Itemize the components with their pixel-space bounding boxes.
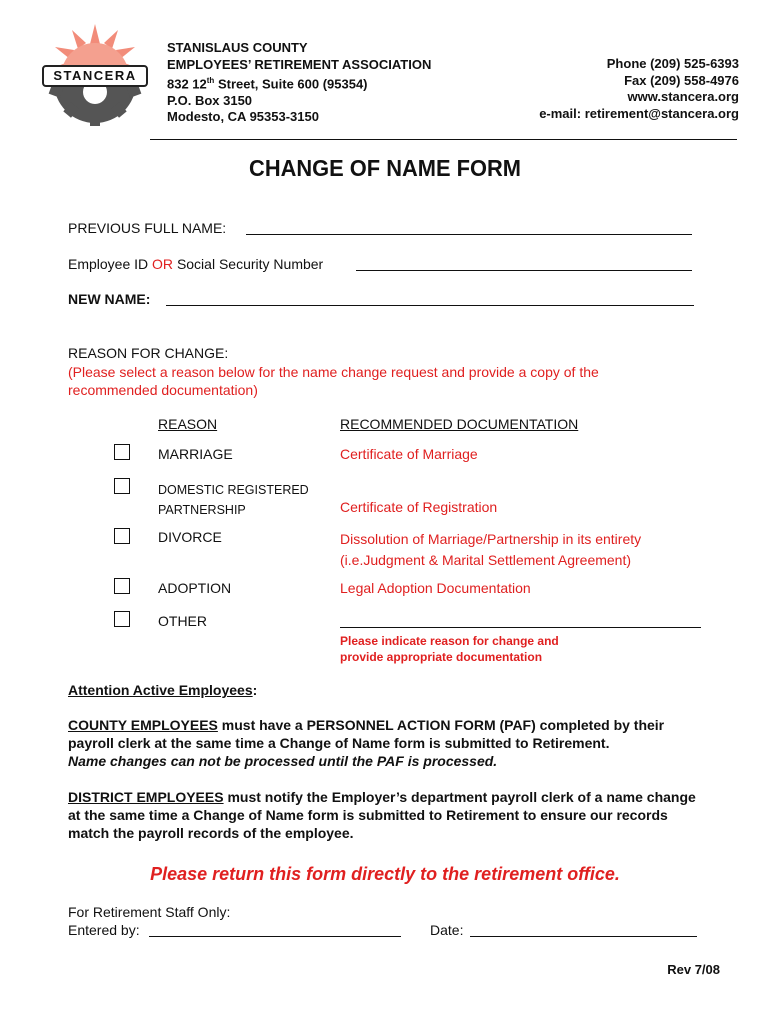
logo-text: STANCERA (53, 68, 137, 83)
district-employees-label: DISTRICT EMPLOYEES (68, 789, 224, 805)
col-header-reason: REASON (158, 416, 218, 432)
doc-divorce: Dissolution of Marriage/Partnership in its entirety (i.e.Judgment & Marital Settlement Agreement) (340, 531, 642, 568)
entered-by-label: Entered by: (68, 922, 140, 938)
form-title: CHANGE OF NAME FORM (249, 155, 521, 181)
or-label: OR (152, 256, 174, 272)
domestic-partnership-checkbox[interactable] (114, 478, 130, 494)
new-name-field[interactable] (166, 305, 694, 306)
attention-heading: Attention Active Employees: (68, 682, 258, 698)
revision-label: Rev 7/08 (667, 962, 720, 977)
adoption-checkbox[interactable] (114, 578, 130, 594)
date-label: Date: (430, 922, 464, 938)
return-notice: Please return this form directly to the retirement office. (150, 864, 620, 884)
col-header-documentation: RECOMMENDED DOCUMENTATION (340, 416, 579, 432)
city-state-zip: Modesto, CA 95353-3150 (167, 109, 319, 125)
other-reason-field[interactable] (340, 627, 701, 628)
website-link[interactable]: www.stancera.org (627, 89, 739, 104)
district-employees-paragraph: DISTRICT EMPLOYEES must notify the Employer’s department payroll clerk of a name change at the same time a Change of Name form is submitted to Retirement to ensure our records match the payroll records of the employee. (68, 789, 696, 841)
email-link[interactable]: e-mail: retirement@stancera.org (539, 105, 739, 121)
org-name-line-1: STANISLAUS COUNTY (167, 40, 308, 55)
reason-instructions: (Please select a reason below for the name change request and provide a copy of the recommended documentation) (68, 364, 599, 398)
divorce-checkbox[interactable] (114, 528, 130, 544)
po-box: P.O. Box 3150 (167, 92, 253, 108)
phone: Phone (209) 525-6393 (606, 56, 739, 71)
employee-id-field[interactable] (356, 270, 692, 271)
reason-adoption: ADOPTION (158, 580, 232, 596)
reason-divorce: DIVORCE (158, 529, 222, 545)
marriage-checkbox[interactable] (114, 444, 130, 460)
fax: Fax (209) 558-4976 (624, 72, 739, 88)
stancera-logo (40, 22, 150, 132)
previous-name-field[interactable] (246, 234, 692, 235)
county-italic-note: Name changes can not be processed until the PAF is processed. (68, 753, 498, 769)
other-note: Please indicate reason for change and provide appropriate documentation (340, 634, 559, 664)
county-employees-paragraph: COUNTY EMPLOYEES must have a PERSONNEL ACTION FORM (PAF) completed by their payroll clerk at the same time a Change of Name form is submitted to Retirement. Name changes can not be processed until the PAF is processed. (68, 717, 665, 769)
new-name-label: NEW NAME: (68, 291, 151, 307)
header-divider (150, 139, 737, 140)
street-address: 832 12th Street, Suite 600 (95354) (167, 76, 368, 92)
doc-marriage: Certificate of Marriage (340, 446, 478, 462)
org-name-line-2: EMPLOYEES’ RETIREMENT ASSOCIATION (167, 56, 432, 72)
org-address (167, 40, 487, 126)
previous-name-label: PREVIOUS FULL NAME: (68, 220, 227, 236)
reason-marriage: MARRIAGE (158, 446, 233, 462)
doc-adoption: Legal Adoption Documentation (340, 580, 531, 596)
reason-other: OTHER (158, 613, 207, 629)
staff-only-heading: For Retirement Staff Only: (68, 904, 231, 920)
employee-id-label: Employee ID OR Social Security Number (68, 256, 324, 272)
contact-info (459, 56, 739, 122)
county-employees-label: COUNTY EMPLOYEES (68, 717, 218, 733)
doc-domestic-partnership: Certificate of Registration (340, 499, 498, 515)
reason-domestic-partnership: DOMESTIC REGISTERED PARTNERSHIP (158, 483, 309, 517)
reason-heading: REASON FOR CHANGE: (68, 345, 229, 361)
other-checkbox[interactable] (114, 611, 130, 627)
date-field[interactable] (470, 936, 697, 937)
entered-by-field[interactable] (149, 936, 401, 937)
